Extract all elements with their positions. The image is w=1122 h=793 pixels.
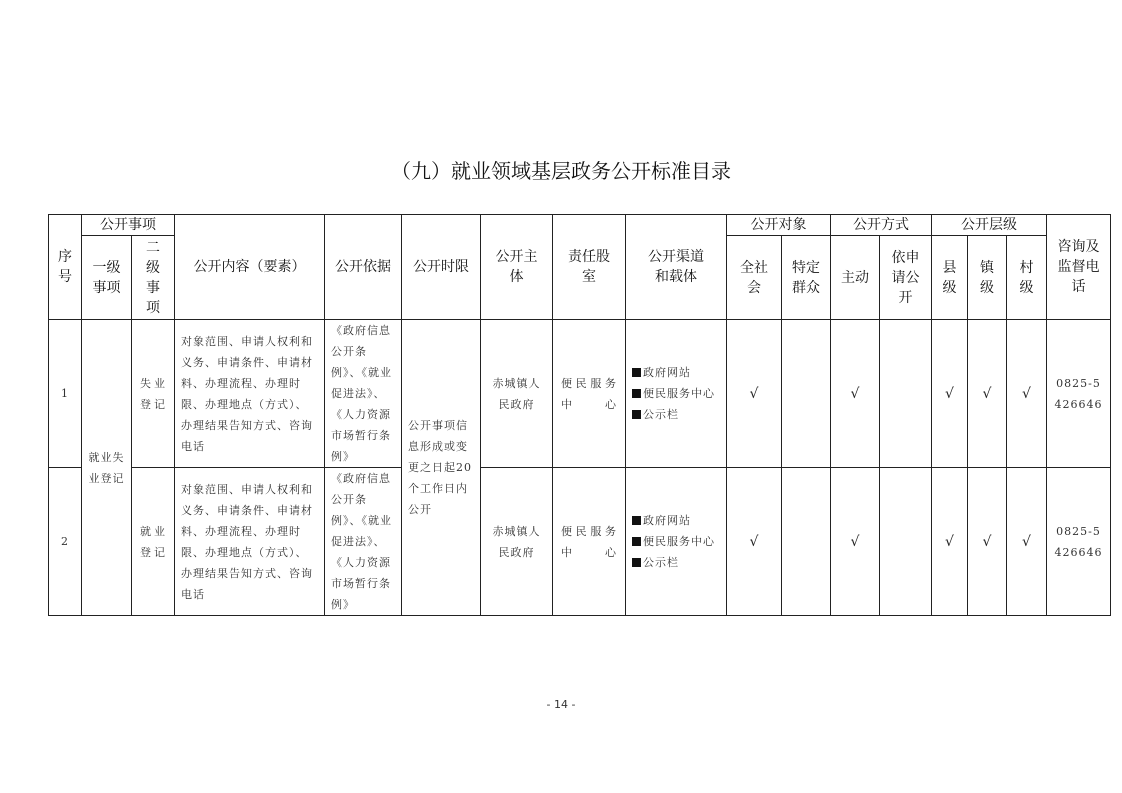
row-channels	[626, 468, 727, 616]
row-basis: 《政府信息公开条例》、《就业促进法》、《人力资源市场暂行条例》	[325, 468, 402, 616]
header-channel: 公开渠道和载体	[626, 215, 727, 320]
black-square-icon	[632, 558, 641, 567]
row-dept: 便民服务中心	[553, 468, 626, 616]
row-subject: 赤城镇人民政府	[481, 468, 553, 616]
header-mode-apply: 依申请公开	[880, 236, 932, 320]
channel-item: 政府网站	[632, 362, 720, 383]
check-target-all: √	[727, 468, 782, 616]
header-seq: 序号	[49, 215, 82, 320]
channel-item: 便民服务中心	[632, 531, 720, 552]
row-content: 对象范围、申请人权利和义务、申请条件、申请材料、办理流程、办理时限、办理地点（方式）、办理结果告知方式、咨询电话	[175, 468, 325, 616]
header-target-group: 公开对象	[727, 215, 831, 236]
check-mode-apply	[880, 468, 932, 616]
row-dept: 便民服务中心	[553, 320, 626, 468]
header-dept: 责任股室	[553, 215, 626, 320]
time-limit-cell: 公开事项信息形成或变更之日起20个工作日内公开	[402, 320, 481, 616]
header-mode-group: 公开方式	[831, 215, 932, 236]
row-content: 对象范围、申请人权利和义务、申请条件、申请材料、办理流程、办理时限、办理地点（方式）、办理结果告知方式、咨询电话	[175, 320, 325, 468]
header-level-county: 县级	[932, 236, 968, 320]
channel-item: 公示栏	[632, 404, 720, 425]
check-level-village: √	[1007, 320, 1047, 468]
catalog-table	[48, 214, 1111, 616]
row-seq: 2	[49, 468, 82, 616]
header-level-village: 村级	[1007, 236, 1047, 320]
header-basis: 公开依据	[325, 215, 402, 320]
header-target-specific: 特定群众	[782, 236, 831, 320]
channel-item: 公示栏	[632, 552, 720, 573]
row-phone: 0825-5426646	[1047, 320, 1111, 468]
check-level-town: √	[968, 468, 1007, 616]
page-number: - 14 -	[546, 698, 576, 711]
check-mode-apply	[880, 320, 932, 468]
row-level2: 失业登记	[132, 320, 175, 468]
header-subject: 公开主体	[481, 215, 553, 320]
check-target-all: √	[727, 320, 782, 468]
row-seq: 1	[49, 320, 82, 468]
row-subject: 赤城镇人民政府	[481, 320, 553, 468]
table-row	[49, 320, 1111, 468]
channel-item: 政府网站	[632, 510, 720, 531]
page-title: （九）就业领域基层政务公开标准目录	[391, 159, 731, 183]
header-target-all: 全社会	[727, 236, 782, 320]
check-level-county: √	[932, 320, 968, 468]
row-phone: 0825-5426646	[1047, 468, 1111, 616]
header-level1: 一级事项	[82, 236, 132, 320]
header-level-town: 镇级	[968, 236, 1007, 320]
row-basis: 《政府信息公开条例》、《就业促进法》、《人力资源市场暂行条例》	[325, 320, 402, 468]
check-level-village: √	[1007, 468, 1047, 616]
check-mode-active: √	[831, 320, 880, 468]
check-level-town: √	[968, 320, 1007, 468]
header-level2: 二级事项	[132, 236, 175, 320]
header-items-group: 公开事项	[82, 215, 175, 236]
header-time-limit: 公开时限	[402, 215, 481, 320]
check-mode-active: √	[831, 468, 880, 616]
header-content: 公开内容（要素）	[175, 215, 325, 320]
channel-item: 便民服务中心	[632, 383, 720, 404]
row-level2: 就业登记	[132, 468, 175, 616]
black-square-icon	[632, 516, 641, 525]
table-row	[49, 468, 1111, 616]
row-channels	[626, 320, 727, 468]
check-target-specific	[782, 468, 831, 616]
level1-cell: 就业失业登记	[82, 320, 132, 616]
check-level-county: √	[932, 468, 968, 616]
header-mode-active: 主动	[831, 236, 880, 320]
black-square-icon	[632, 389, 641, 398]
header-contact: 咨询及监督电话	[1047, 215, 1111, 320]
check-target-specific	[782, 320, 831, 468]
header-level-group: 公开层级	[932, 215, 1047, 236]
black-square-icon	[632, 410, 641, 419]
black-square-icon	[632, 368, 641, 377]
black-square-icon	[632, 537, 641, 546]
